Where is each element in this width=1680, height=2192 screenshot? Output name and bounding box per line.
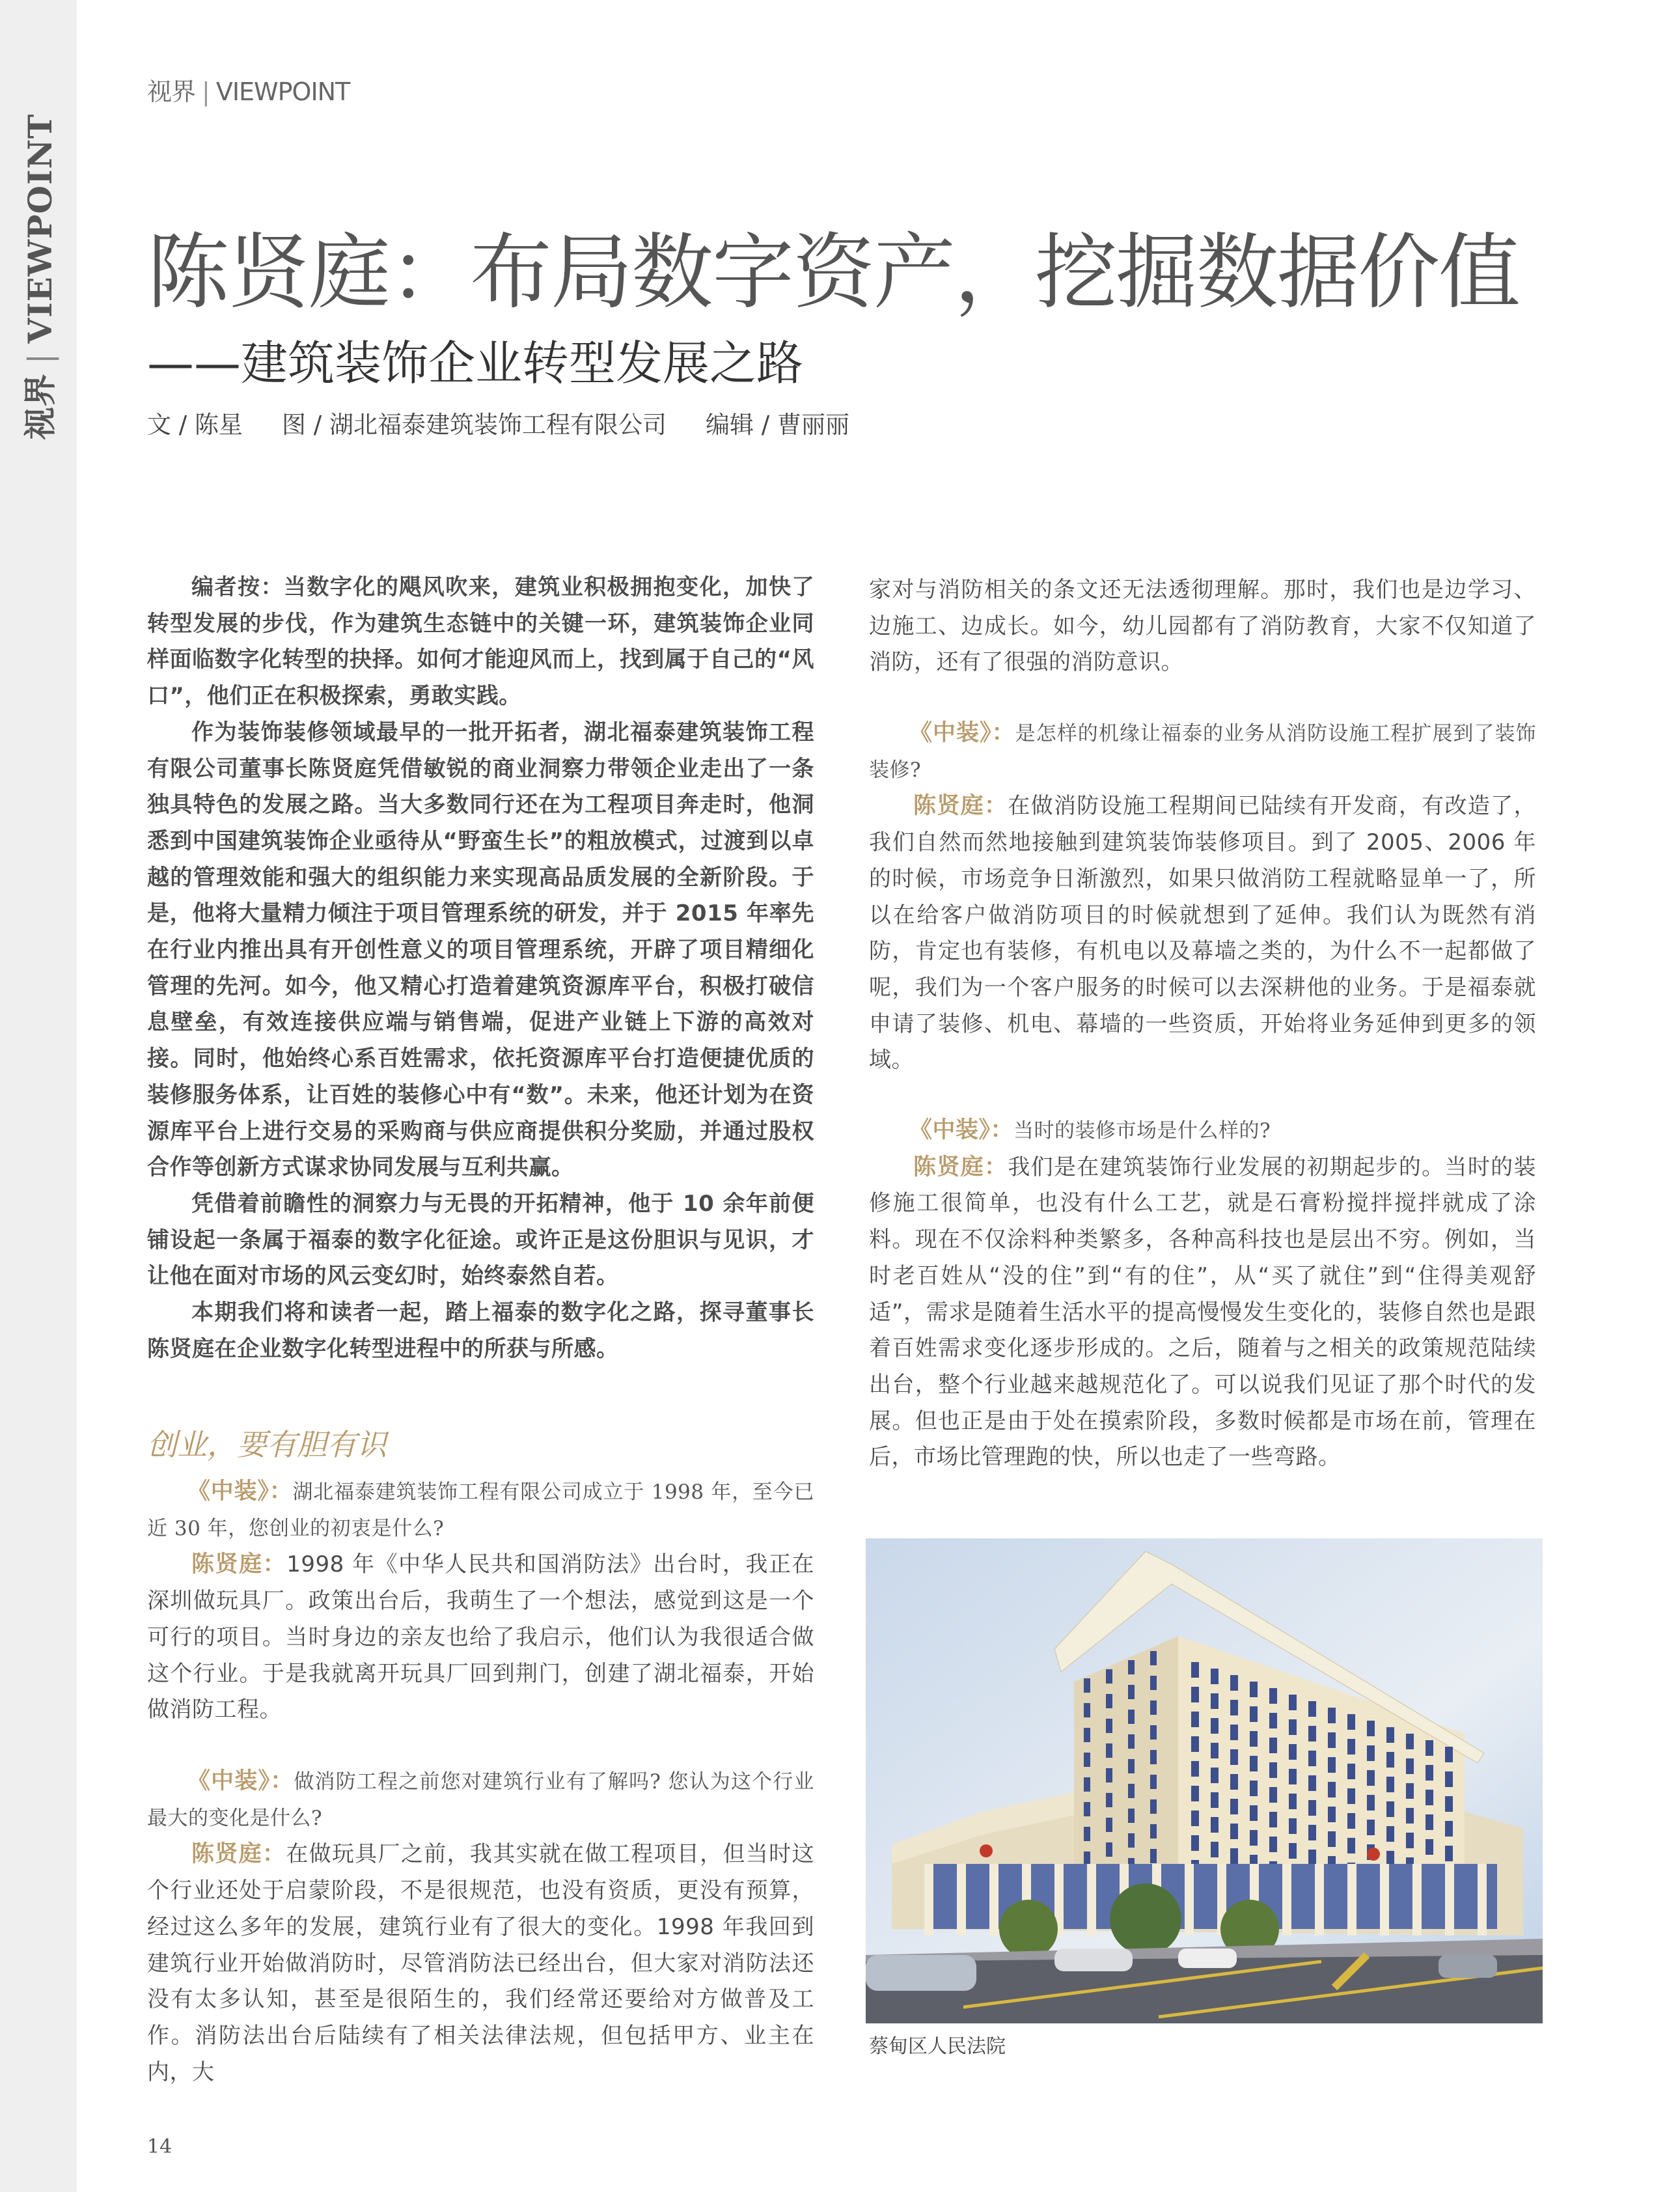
window — [1445, 1821, 1453, 1837]
window — [1406, 1833, 1414, 1848]
photo-caption: 蔡甸区人民法院 — [869, 2035, 1006, 2058]
window — [1191, 1662, 1199, 1678]
window — [1308, 1751, 1316, 1766]
window — [1406, 1783, 1414, 1799]
window — [1250, 1706, 1258, 1722]
window — [1269, 1812, 1277, 1827]
window — [1230, 1700, 1238, 1715]
tree — [1110, 1883, 1181, 1955]
window — [1347, 1714, 1355, 1730]
answer-label: 陈贤庭： — [191, 1551, 287, 1578]
window — [1269, 1762, 1277, 1778]
window — [1106, 1694, 1112, 1708]
window — [1230, 1848, 1238, 1864]
editor-note-paragraph: 凭借着前瞻性的洞察力与无畏的开拓精神，他于 10 余年前便铺设起一条属于福泰的数字化征途。或许正是这份胆识与见识，才让他在面对市场的风云变幻时，始终泰然自若。 — [147, 1190, 814, 1290]
answer-text: 在做玩具厂之前，我其实就在做工程项目，但当时这个行业还处于启蒙阶段，不是很规范，也没有资质，更没有预算，经过这么多年的发展，建筑行业有了很大的变化。1998 年我回到建筑行业开始做消防时，尽管消防法已经出台，但大家对消防法还没有太多认知，甚至是很陌生的，我们经常还要给对方做普及工作。消防法出台后陆续有了相关法律法规，但包括甲方、业主在内，大 — [147, 1841, 814, 2085]
window — [1230, 1799, 1238, 1814]
window — [1289, 1719, 1297, 1735]
window — [1269, 1787, 1277, 1803]
window — [1367, 1721, 1375, 1736]
window — [1386, 1727, 1394, 1743]
column — [1478, 1864, 1487, 1935]
window — [1308, 1775, 1316, 1791]
emblem-left — [980, 1844, 993, 1857]
window — [1084, 1728, 1090, 1742]
window — [1150, 1651, 1157, 1665]
tree — [999, 1900, 1058, 1958]
side-strip — [0, 0, 77, 2192]
qa-block-3 — [869, 715, 1536, 1079]
window — [1128, 1784, 1135, 1798]
window — [1308, 1825, 1316, 1840]
window — [1386, 1826, 1394, 1842]
window — [1211, 1718, 1219, 1734]
question-text: 是怎样的机缘让福泰的业务从消防设施工程扩展到了装饰装修? — [869, 722, 1536, 782]
column — [1282, 1864, 1291, 1935]
byline-editor: 编辑 / 曹丽丽 — [706, 411, 849, 439]
window — [1128, 1660, 1135, 1674]
window — [1425, 1814, 1433, 1830]
window — [1211, 1817, 1219, 1833]
window — [1230, 1774, 1238, 1790]
window — [1150, 1750, 1157, 1764]
answer-continuation — [869, 572, 1536, 681]
window — [1425, 1839, 1433, 1855]
window — [1211, 1842, 1219, 1857]
section-heading: 创业，要有胆有识 — [147, 1427, 387, 1462]
window — [1367, 1795, 1375, 1810]
window — [1289, 1843, 1297, 1859]
vertical-label-zh: 视界 — [21, 373, 59, 440]
window — [1386, 1801, 1394, 1817]
window — [1084, 1753, 1090, 1767]
window — [1211, 1768, 1219, 1783]
qa-block-2 — [147, 1764, 814, 2090]
question-text: 当时的装修市场是什么样的? — [1013, 1119, 1271, 1143]
window — [1084, 1703, 1090, 1717]
window — [1347, 1764, 1355, 1779]
window — [1191, 1687, 1199, 1702]
window — [1367, 1770, 1375, 1786]
answer — [869, 788, 1536, 1079]
answer-label: 陈贤庭： — [191, 1841, 286, 1868]
window — [1106, 1743, 1112, 1758]
qa-block-4 — [869, 1113, 1536, 1476]
window — [1425, 1765, 1433, 1781]
window — [1106, 1768, 1112, 1783]
window — [1084, 1802, 1090, 1816]
window — [1328, 1757, 1336, 1773]
answer — [147, 1547, 814, 1728]
window — [1106, 1793, 1112, 1807]
court-building-photo — [866, 1538, 1543, 2023]
window — [1150, 1700, 1157, 1715]
window — [1269, 1738, 1277, 1753]
window — [1191, 1736, 1199, 1752]
window — [1289, 1695, 1297, 1710]
window — [1150, 1799, 1157, 1814]
article-subtitle: ——建筑装饰企业转型发展之路 — [147, 336, 804, 391]
answer-label: 陈贤庭： — [913, 1154, 1008, 1180]
window — [1269, 1713, 1277, 1728]
question-label: 《中装》： — [187, 1768, 294, 1794]
vertical-label-en: VIEWPOINT — [21, 113, 59, 344]
column — [1185, 1864, 1194, 1935]
window — [1211, 1693, 1219, 1709]
window — [1150, 1676, 1157, 1690]
column — [1347, 1864, 1356, 1935]
byline — [147, 405, 888, 440]
window — [1191, 1810, 1199, 1826]
window — [1308, 1726, 1316, 1741]
qa-block-1 — [147, 1474, 814, 1728]
window — [1367, 1820, 1375, 1835]
window — [1211, 1743, 1219, 1758]
column — [1315, 1864, 1324, 1935]
column — [1412, 1864, 1422, 1935]
window — [1230, 1675, 1238, 1691]
window — [1328, 1708, 1336, 1723]
car — [866, 1955, 976, 1991]
window — [1308, 1800, 1316, 1816]
window — [1191, 1712, 1199, 1727]
window — [1191, 1835, 1199, 1851]
car — [1054, 1949, 1133, 1971]
window — [1106, 1842, 1112, 1857]
window — [1425, 1740, 1433, 1756]
editor-note — [147, 570, 814, 1367]
window — [1128, 1759, 1135, 1773]
window — [1150, 1725, 1157, 1740]
window — [1308, 1850, 1316, 1865]
window — [1269, 1837, 1277, 1852]
emblem-right — [1367, 1848, 1380, 1861]
column — [1087, 1864, 1096, 1935]
answer-text: 我们是在建筑装饰行业发展的初期起步的。当时的装修施工很简单，也没有什么工艺，就是石膏粉搅拌搅拌就成了涂料。现在不仅涂料种类繁多，各种高科技也是层出不穷。例如，当时老百姓从“没的住”到“有的住”，从“买了就住”到“住得美观舒适”，需求是随着生活水平的提高慢慢发生变化的，装修自然也是跟着百姓需求变化逐步形成的。之后，随着与之相关的政策规范陆续出台，整个行业越来越规范化了。可以说我们见证了那个时代的发展。但也正是由于处在摸索阶段，多数时候都是市场在前，管理在后，市场比管理跑的快，所以也走了一些弯路。 — [869, 1154, 1536, 1471]
section-label-en: VIEWPOINT — [215, 77, 350, 106]
window — [1367, 1745, 1375, 1761]
window — [1445, 1846, 1453, 1861]
car — [1439, 1955, 1497, 1978]
column — [989, 1864, 998, 1935]
window — [1211, 1792, 1219, 1808]
column — [1380, 1864, 1389, 1935]
question-text: 做消防工程之前您对建筑行业有了解吗? 您认为这个行业最大的变化是什么? — [147, 1770, 814, 1830]
window — [1084, 1777, 1090, 1792]
window — [1445, 1747, 1453, 1762]
window — [1289, 1744, 1297, 1760]
column — [924, 1864, 933, 1935]
window — [1084, 1827, 1090, 1841]
question-text: 湖北福泰建筑装饰工程有限公司成立于 1998 年，至今已近 30 年，您创业的初衷是什么? — [147, 1480, 814, 1540]
window — [1328, 1732, 1336, 1748]
byline-author: 文 / 陈星 — [147, 411, 243, 439]
window — [1250, 1781, 1258, 1796]
question — [869, 715, 1536, 788]
window — [1308, 1701, 1316, 1717]
answer — [869, 1150, 1536, 1476]
window — [1106, 1669, 1112, 1684]
window — [1128, 1685, 1135, 1699]
window — [1250, 1756, 1258, 1771]
question — [147, 1474, 814, 1547]
window — [1289, 1794, 1297, 1809]
car — [1178, 1949, 1237, 1968]
byline-image-credit: 图 / 湖北福泰建筑装饰工程有限公司 — [282, 411, 667, 439]
section-label — [147, 72, 350, 107]
window — [1328, 1807, 1336, 1822]
window — [1128, 1710, 1135, 1724]
column — [1445, 1864, 1454, 1935]
answer — [147, 1837, 814, 2090]
window — [1211, 1669, 1219, 1684]
window — [1406, 1734, 1414, 1749]
window — [1230, 1725, 1238, 1740]
section-label-sep: | — [202, 77, 210, 106]
window — [1269, 1688, 1277, 1704]
window — [1445, 1796, 1453, 1812]
window — [1128, 1833, 1135, 1848]
window — [1230, 1824, 1238, 1839]
window — [1084, 1852, 1090, 1866]
editor-note-paragraph: 作为装饰装修领域最早的一批开拓者，湖北福泰建筑装饰工程有限公司董事长陈贤庭凭借敏锐的商业洞察力带领企业走出了一条独具特色的发展之路。当大多数同行还在为工程项目奔走时，他洞悉到中国建筑装饰企业亟待从“野蛮生长”的粗放模式，过渡到以卓越的管理效能和强大的组织能力来实现高品质发展的全新阶段。于是，他将大量精力倾注于项目管理系统的研发，并于 2015 年率先在行业内推出具有开创性意义的项目管理系统，开辟了项目精细化管理的先河。如今，他又精心打造着建筑资源库平台，积极打破信息壁垒，有效连接供应端与销售端，促进产业链上下游的高效对接。同时，他始终心系百姓需求，依托资源库平台打造便捷优质的装修服务体系，让百姓的装修心中有“数”。未来，他还计划为在资源库平台上进行交易的采购商与供应商提供积分奖励，并通过股权合作等创新方式谋求协同发展与互利共赢。 — [147, 719, 814, 1181]
window — [1289, 1769, 1297, 1784]
page-number: 14 — [147, 2135, 172, 2158]
window — [1106, 1818, 1112, 1832]
vertical-label-sep: | — [21, 352, 59, 365]
vertical-section-label — [14, 114, 61, 440]
window — [1386, 1752, 1394, 1768]
article-title: 陈贤庭：布局数字资产，挖掘数据价值 — [147, 225, 1519, 320]
question-label: 《中装》： — [909, 1117, 1014, 1143]
window — [1289, 1818, 1297, 1834]
window — [1328, 1782, 1336, 1797]
window — [1191, 1786, 1199, 1801]
window — [1406, 1808, 1414, 1824]
window — [1386, 1777, 1394, 1792]
window — [1445, 1771, 1453, 1787]
window — [1347, 1838, 1355, 1853]
answer-label: 陈贤庭： — [913, 793, 1008, 820]
window — [1106, 1719, 1112, 1733]
window — [1230, 1749, 1238, 1765]
window — [1250, 1830, 1258, 1846]
window — [1250, 1682, 1258, 1697]
window — [1250, 1805, 1258, 1821]
window — [1250, 1731, 1258, 1747]
question-label: 《中装》： — [187, 1478, 293, 1505]
window — [1150, 1849, 1157, 1863]
editor-note-paragraph: 编者按：当数字化的飓风吹来，建筑业积极拥抱变化，加快了转型发展的步伐，作为建筑生态链中的关键一环，建筑装饰企业同样面临数字化转型的抉择。如何才能迎风而上，找到属于自己的“风口”，他们正在积极探索，勇敢实践。 — [147, 574, 814, 710]
window — [1425, 1790, 1433, 1805]
window — [1084, 1678, 1090, 1693]
window — [1150, 1824, 1157, 1838]
window — [1191, 1761, 1199, 1777]
window — [1347, 1739, 1355, 1755]
window — [1328, 1831, 1336, 1847]
window — [1128, 1734, 1135, 1749]
answer-text: 家对与消防相关的条文还无法透彻理解。那时，我们也是边学习、边施工、边成长。如今，幼儿园都有了消防教育，大家不仅知道了消防，还有了很强的消防意识。 — [869, 577, 1536, 676]
column — [957, 1864, 966, 1935]
question-label: 《中装》： — [909, 720, 1015, 746]
question — [147, 1764, 814, 1837]
section-label-zh: 视界 — [147, 77, 196, 106]
window — [1150, 1775, 1157, 1789]
window — [1347, 1788, 1355, 1804]
window — [1406, 1758, 1414, 1774]
editor-note-paragraph: 本期我们将和读者一起，踏上福泰的数字化之路，探寻董事长陈贤庭在企业数字化转型进程中的所获与所感。 — [147, 1299, 814, 1362]
answer-text: 1998 年《中华人民共和国消防法》出台时，我正在深圳做玩具厂。政策出台后，我萌生了一个想法，感觉到这是一个可行的项目。当时身边的亲友也给了我启示，他们认为我很适合做这个行业。于是我就离开玩具厂回到荆门，创建了湖北福泰，开始做消防工程。 — [147, 1551, 814, 1723]
window — [1347, 1813, 1355, 1829]
question — [869, 1113, 1536, 1150]
answer-text: 在做消防设施工程期间已陆续有开发商，有改造了，我们自然而然地接触到建筑装饰装修项目。到了 2005、2006 年的时候，市场竞争日渐激烈，如果只做消防工程就略显单一了，所以在给客户做消防项目的时候就想到了延伸。我们认为既然有消防，肯定也有装修，有机电以及幕墙之类的，为什么不一起都做了呢，我们为一个客户服务的时候可以去深耕他的业务。于是福泰就申请了装修、机电、幕墙的一些资质，开始将业务延伸到更多的领域。 — [869, 793, 1536, 1074]
window — [1128, 1809, 1135, 1823]
